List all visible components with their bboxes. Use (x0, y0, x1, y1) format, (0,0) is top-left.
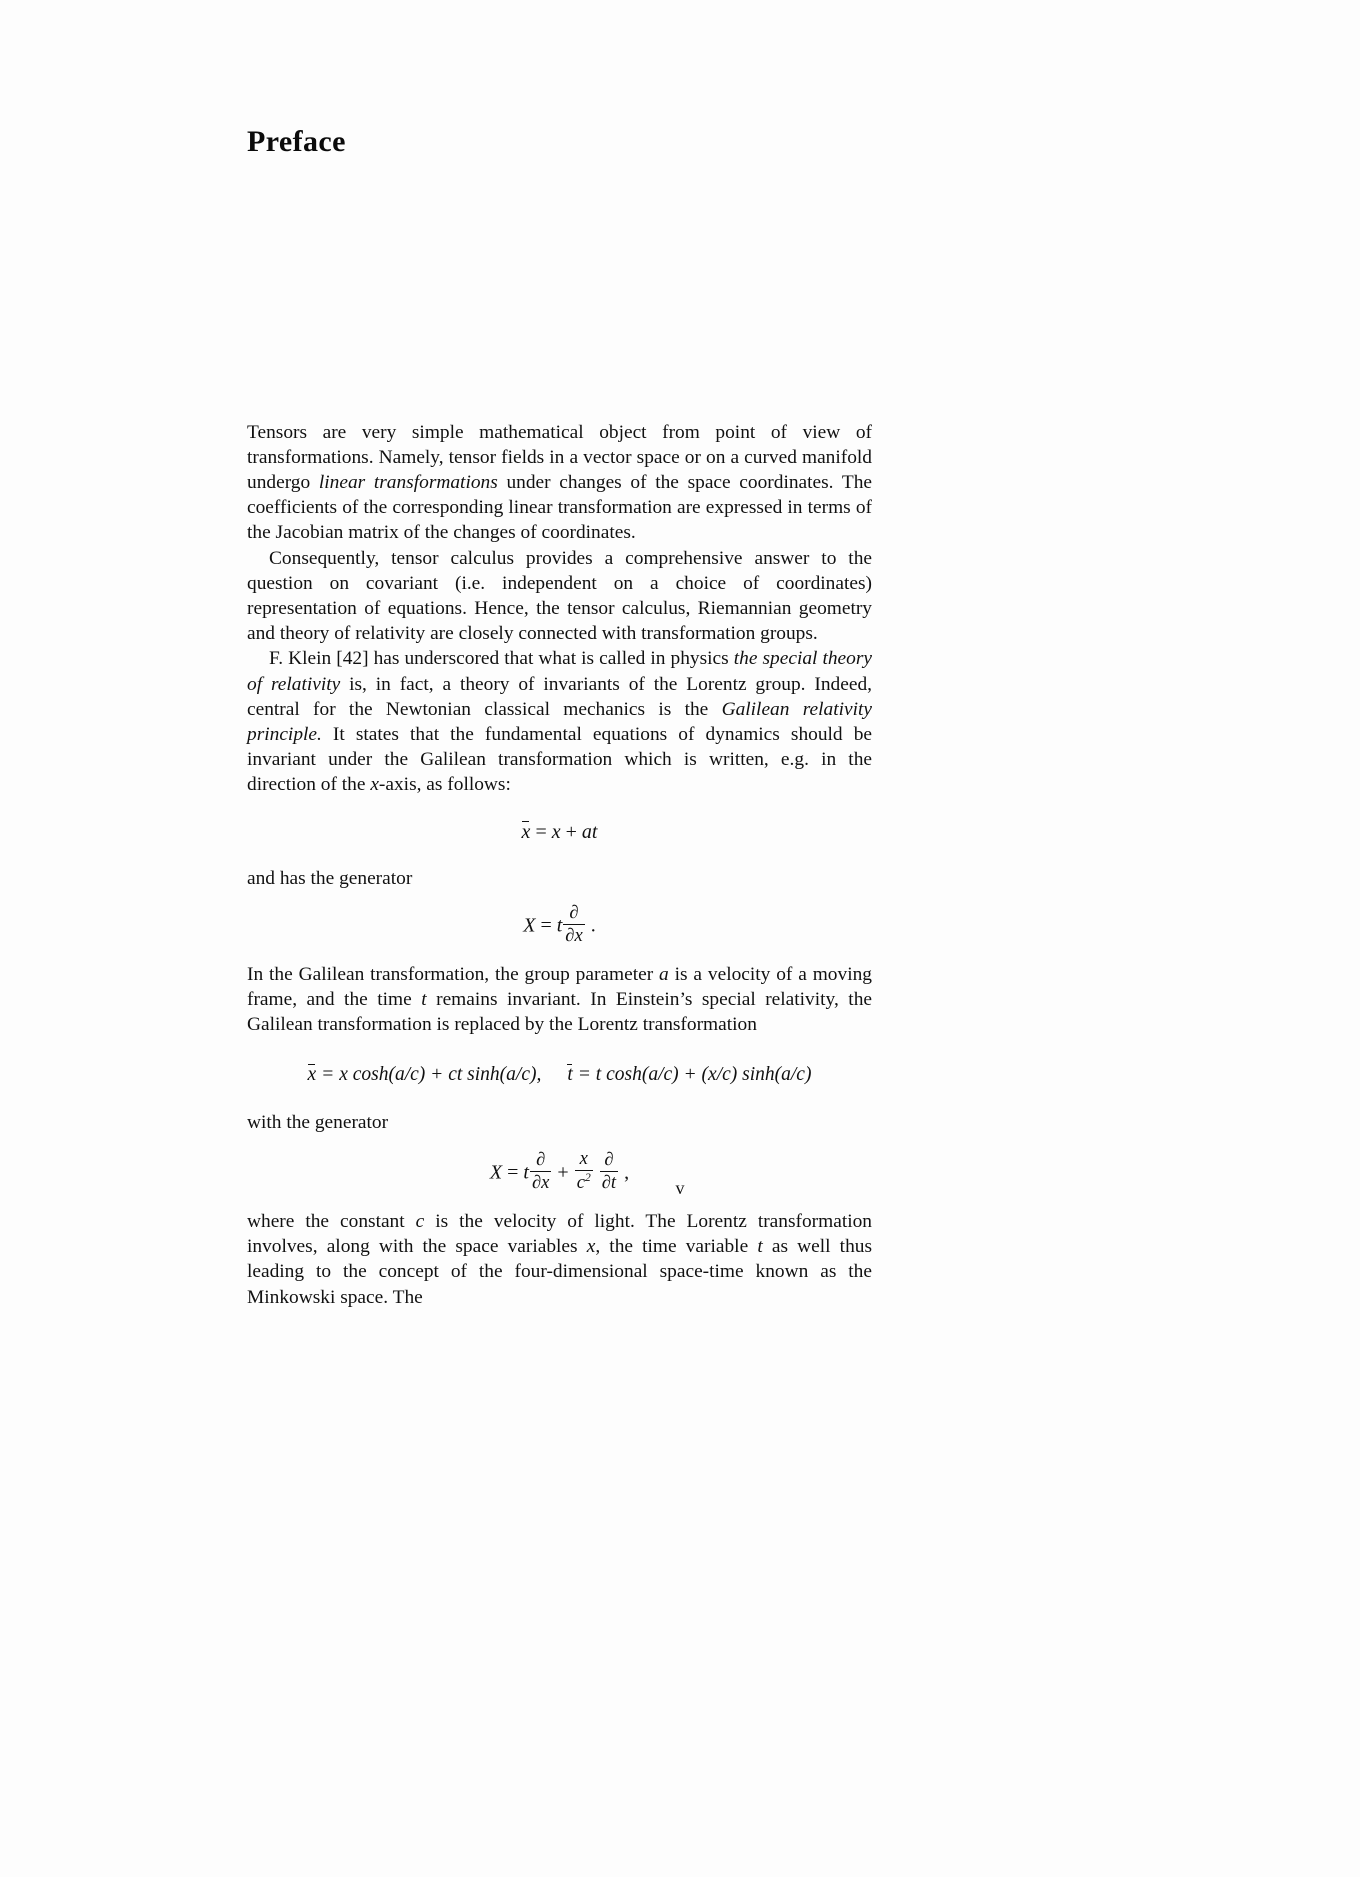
equation-plus: + (565, 820, 577, 843)
equation-lhs-xbar: x (307, 1063, 317, 1085)
run-italic: the special theory of relativity (247, 648, 872, 695)
equation-plus: + (557, 1161, 569, 1184)
fraction-numerator: x (579, 1147, 588, 1169)
equation-coefficient-t: t (523, 1161, 529, 1184)
fraction-denominator: ∂x (565, 924, 583, 946)
page-title: Preface (247, 125, 346, 158)
equation-galilean-transformation (247, 820, 872, 844)
run-italic: c (415, 1211, 425, 1233)
equation-lhs-tbar: t (567, 1063, 573, 1085)
run-text: F. Klein [42] has underscored that what is called in physics (269, 648, 734, 670)
run-text: It states that the fundamental equations of dynamics should be invariant under the Galilean transformation which is written, e.g. in the direction of the (247, 723, 872, 796)
paragraph-1 (247, 420, 872, 546)
paragraph-2 (247, 546, 872, 647)
run-italic: t (757, 1236, 763, 1258)
equation-equals: = (535, 820, 547, 843)
equation-period: . (590, 914, 596, 937)
equation-equals: = (507, 1161, 519, 1184)
run-text: and has the generator (247, 867, 413, 889)
run-text: is, in fact, a theory of invariants of the Lorentz group. Indeed, central for the Newtonian classical mechanics is the (247, 673, 872, 720)
run-italic: x (370, 774, 379, 796)
run-italic: x (586, 1236, 596, 1258)
run-text: is a velocity of a moving frame, and the time (247, 963, 872, 1011)
body-text-block (247, 420, 872, 1310)
denominator-base: c (576, 1171, 585, 1193)
equation-lhs-xbar: x (521, 820, 531, 843)
paragraph-7 (247, 1209, 872, 1310)
paragraph-6 (247, 1110, 872, 1135)
run-italic: Galilean relativity principle. (247, 698, 873, 745)
paragraph-5 (247, 962, 872, 1038)
run-text: with the generator (247, 1111, 389, 1133)
run-text: Tensors are very simple mathematical object from point of view of transformations. Namely, tensor fields in a vector space or on a curved manifold undergo (247, 421, 872, 493)
equation-galilean-generator (247, 903, 872, 946)
fraction-numerator: ∂ (569, 901, 579, 923)
paragraph-3 (247, 646, 872, 797)
page-number: v (675, 1178, 685, 1198)
run-italic: t (421, 989, 427, 1011)
equation-lorentz-transformation (247, 1063, 872, 1086)
fraction-numerator: ∂ (604, 1148, 614, 1170)
run-text: -axis, as follows: (378, 774, 511, 796)
run-italic: linear transformations (318, 471, 498, 493)
equation-comma: , (624, 1161, 630, 1184)
run-text: as well thus leading to the concept of the four-dimensional space-time known as the Minkowski space. The (247, 1236, 873, 1308)
run-text: remains invariant. In Einstein’s special relativity, the Galilean transformation is replaced by the Lorentz transformation (247, 989, 872, 1036)
run-text: , the time variable (595, 1236, 758, 1258)
equation-first-rhs: = x cosh(a/c) + ct sinh(a/c), (321, 1063, 542, 1085)
equation-lhs-X: X (523, 914, 536, 937)
equation-coefficient-t: t (556, 914, 563, 937)
run-text: Consequently, tensor calculus provides a comprehensive answer to the question on covariant (i.e. independent on a choice of coordinates) representation of equations. Hence, the tensor calculus, Riemannian geometry and theory of relativity are closely connected with transformation groups. (247, 547, 872, 645)
page-content-column (247, 0, 872, 1310)
fraction-partial-x (563, 903, 584, 946)
equation-rhs-x: x (551, 820, 561, 843)
fraction-denominator: ∂t (601, 1171, 617, 1193)
run-italic: a (659, 963, 669, 985)
run-text: In the Galilean transformation, the group parameter (247, 963, 660, 985)
equation-lhs-X: X (489, 1161, 503, 1184)
fraction-denominator: ∂x (531, 1171, 550, 1193)
run-text: where the constant (247, 1211, 416, 1233)
run-text: is the velocity of light. The Lorentz transformation involves, along with the space variables (247, 1211, 872, 1258)
run-text: under changes of the space coordinates. The coefficients of the corresponding linear transformation are expressed in terms of the Jacobian matrix of the changes of coordinates. (247, 471, 873, 544)
denominator-exponent: 2 (584, 1171, 591, 1184)
equation-second-rhs: = t cosh(a/c) + (x/c) sinh(a/c) (577, 1063, 812, 1085)
paragraph-4 (247, 866, 872, 891)
equation-rhs-at: at (581, 820, 598, 843)
fraction-numerator: ∂ (536, 1148, 546, 1170)
equation-equals: = (540, 914, 552, 937)
